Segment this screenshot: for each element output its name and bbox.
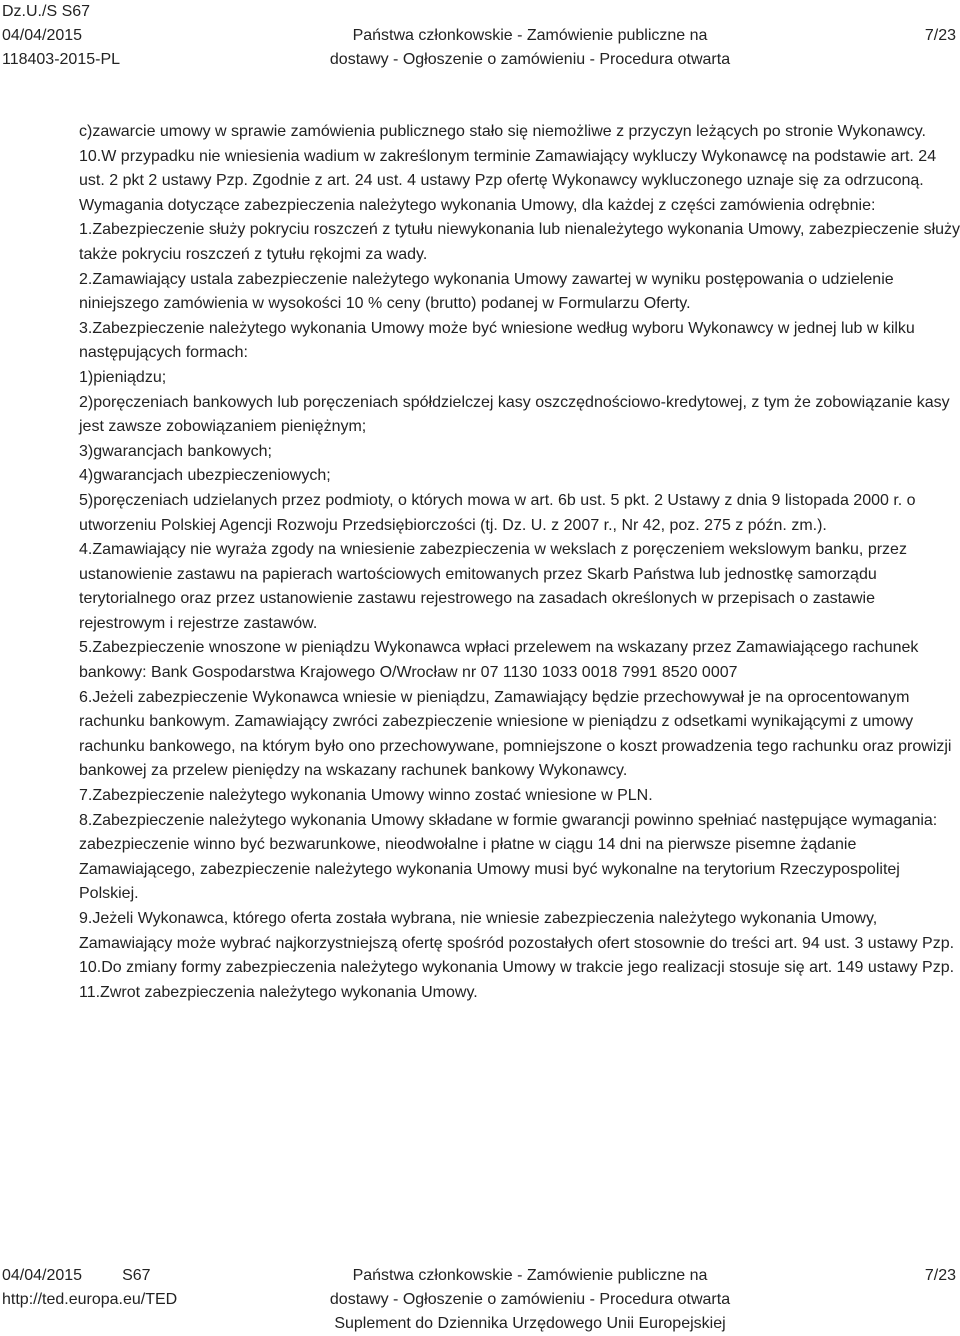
paragraph: 3)gwarancjach bankowych; <box>79 442 272 460</box>
paragraph: 4)gwarancjach ubezpieczeniowych; <box>79 467 331 485</box>
document-body <box>79 120 960 1005</box>
paragraph: 10.W przypadku nie wniesienia wadium w zakreślonym terminie Zamawiający wykluczy Wykonawcę na podstawie art. 24 ust. 2 pkt 2 ustawy Pzp. Zgodnie z art. 24 ust. 4 ustawy Pzp ofertę Wykonawcy wykluczonego uznaje się za odrzuconą. <box>79 147 937 190</box>
paragraph: 2)poręczeniach bankowych lub poręczeniach spółdzielczej kasy oszczędnościowo-kredytowej, z tym że zobowiązanie kasy jest zawsze zobowiązaniem pieniężnym; <box>79 393 950 436</box>
paragraph: 2.Zamawiający ustala zabezpieczenie należytego wykonania Umowy zawartej w wyniku postępowania o udzielenie niniejszego zamówienia w wysokości 10 % ceny (brutto) podanej w Formularzu Oferty. <box>79 270 894 313</box>
paragraph: 5)poręczeniach udzielanych przez podmioty, o których mowa w art. 6b ust. 5 pkt. 2 Ustawy z dnia 9 listopada 2000 r. o utworzeniu Polskiej Agencji Rozwoju Przedsiębiorczości (tj. Dz. U. z 2007 r., Nr 42, poz. 275 z późn. zm.). <box>79 491 916 534</box>
paragraph: 11.Zwrot zabezpieczenia należytego wykonania Umowy. <box>79 983 478 1001</box>
footer-title-line3: Suplement do Dziennika Urzędowego Unii Europejskiej <box>334 1315 726 1332</box>
footer-title <box>300 1264 760 1336</box>
paragraph: 1)pieniądzu; <box>79 368 167 386</box>
doc-ref: Dz.U./S S67 <box>2 3 91 20</box>
paragraph: 9.Jeżeli Wykonawca, którego oferta została wybrana, nie wniesie zabezpieczenia należytego wykonania Umowy, Zamawiający może wybrać najkorzystniejszą ofertę spośród pozostałych ofert stosownie do treści art. 94 ust. 3 ustawy Pzp. <box>79 910 955 952</box>
paragraph: c)zawarcie umowy w sprawie zamówienia publicznego stało się niemożliwe z przyczyn leżących po stronie Wykonawcy. <box>79 123 926 140</box>
paragraph: 1.Zabezpieczenie służy pokryciu roszczeń z tytułu niewykonania lub nienależytego wykonania Umowy, zabezpieczenie służy także pokryciu roszczeń z tytułu rękojmi za wady. <box>79 221 960 263</box>
header-page-number: 7/23 <box>924 27 956 44</box>
paragraph: 6.Jeżeli zabezpieczenie Wykonawca wniesie w pieniądzu, Zamawiający będzie przechowywał je na oprocentowanym rachunku bankowym. Zamawiający zwróci zabezpieczenie wniesione w pieniądzu z odsetkami wynikającymi z umowy rachunku bankowego, na którym było ono przechowywane, pomniejszone o koszt prowadzenia tego rachunku oraz prowizji bankowej za przelew pieniędzy na wskazany rachunek bankowy Wykonawcy. <box>79 688 952 780</box>
paragraph: 3.Zabezpieczenie należytego wykonania Umowy może być wniesione według wyboru Wykonawcy w jednej lub w kilku następujących formach: <box>79 319 915 362</box>
paragraph: Wymagania dotyczące zabezpieczenia należytego wykonania Umowy, dla każdej z części zamówienia odrębnie: <box>79 196 876 214</box>
paragraph: 7.Zabezpieczenie należytego wykonania Umowy winno zostać wniesione w PLN. <box>79 787 653 805</box>
header-title-line2: dostawy - Ogłoszenie o zamówieniu - Procedura otwarta <box>329 51 731 68</box>
footer-left <box>2 1264 177 1312</box>
footer-url: http://ted.europa.eu/TED <box>2 1291 178 1308</box>
paragraph: 8.Zabezpieczenie należytego wykonania Umowy składane w formie gwarancji powinno spełniać następujące wymagania: zabezpieczenie winno być bezwarunkowe, nieodwołalne i płatne w ciągu 14 dni na pierwsze pisemne żądanie Zamawiającego, zabezpieczenie należytego wykonania Umowy musi być wykonalne na terytorium Rzeczypospolitej Polskiej. <box>79 811 938 903</box>
paragraph: 5.Zabezpieczenie wnoszone w pieniądzu Wykonawca wpłaci przelewem na wskazany przez Zamawiającego rachunek bankowy: Bank Gospodarstwa Krajowego O/Wrocław nr 07 1130 1033 0018 7991 8520 0007 <box>79 639 919 682</box>
notice-id: 118403-2015-PL <box>2 51 121 68</box>
paragraph: 4.Zamawiający nie wyraża zgody na wniesienie zabezpieczenia w wekslach z poręczeniem wekslowym banku, przez ustanowienie zastawu na papierach wartościowych emitowanych przez Skarb Państwa lub jednostkę samorządu terytorialnego oraz przez ustanowienie zastawu rejestrowego na zasadach określonych w przepisach o zastawie rejestrowym i rejestrze zastawów. <box>79 541 907 632</box>
footer-title-line2: dostawy - Ogłoszenie o zamówieniu - Procedura otwarta <box>329 1291 731 1308</box>
paragraph: 10.Do zmiany formy zabezpieczenia należytego wykonania Umowy w trakcie jego realizacji stosuje się art. 149 ustawy Pzp. <box>79 959 955 977</box>
header-title-line1: Państwa członkowskie - Zamówienie publiczne na <box>352 27 708 44</box>
footer-date: 04/04/2015 <box>2 1267 83 1284</box>
footer-page-number: 7/23 <box>924 1267 956 1284</box>
header-left <box>2 0 120 72</box>
footer-title-line1: Państwa członkowskie - Zamówienie publiczne na <box>352 1267 708 1284</box>
header-title <box>300 24 760 72</box>
footer-series: S67 <box>122 1267 151 1284</box>
header-date: 04/04/2015 <box>2 27 83 44</box>
